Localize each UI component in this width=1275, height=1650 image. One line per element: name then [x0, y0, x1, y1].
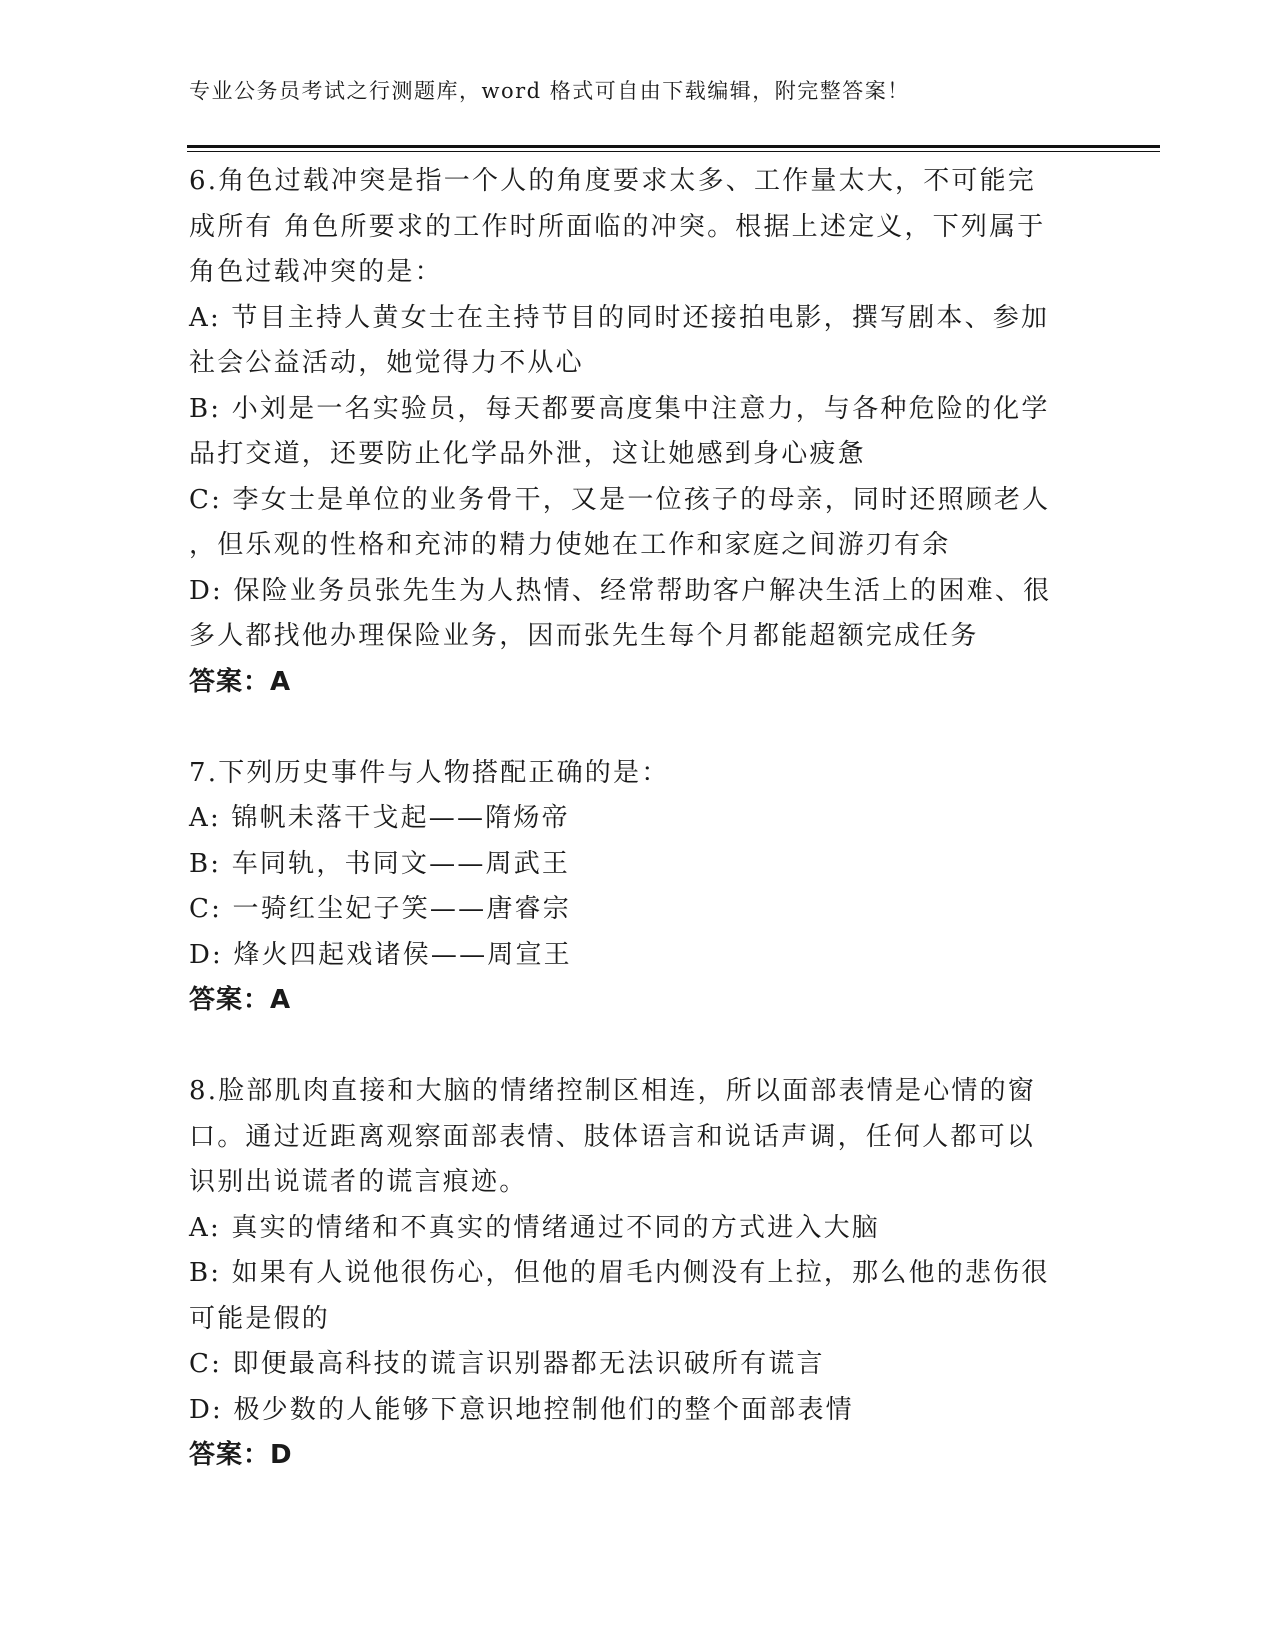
option-line: A: 节目主持人黄女士在主持节目的同时还接拍电影，撰写剧本、参加 [189, 302, 1050, 333]
option-c [189, 478, 1089, 569]
question-8 [189, 1069, 1089, 1479]
question-stem-line: 口。通过近距离观察面部表情、肢体语言和说话声调，任何人都可以 [189, 1121, 1036, 1152]
question-stem-line: 6.角色过载冲突是指一个人的角度要求太多、工作量太大，不可能完 [189, 166, 1037, 196]
option-line: 多人都找他办理保险业务，因而张先生每个月都能超额完成任务 [189, 621, 979, 651]
question-list [189, 159, 1089, 1479]
answer-label: 答案：A [189, 985, 292, 1015]
option-line: B: 小刘是一名实验员，每天都要高度集中注意力，与各种危险的化学 [189, 393, 1050, 424]
option-a: A: 真实的情绪和不真实的情绪通过不同的方式进入大脑 [189, 1212, 881, 1243]
question-spacer [189, 705, 1089, 751]
question-7 [189, 751, 1089, 1024]
option-b [189, 1251, 1089, 1342]
question-stem-line: 7.下列历史事件与人物搭配正确的是： [189, 757, 670, 788]
option-line: ，但乐观的性格和充沛的精力使她在工作和家庭之间游刃有余 [189, 530, 951, 560]
option-c: C: 即便最高科技的谎言识别器都无法识破所有谎言 [189, 1349, 825, 1379]
option-d: D: 烽火四起戏诸侯——周宣王 [189, 939, 572, 970]
question-stem-line: 成所有 角色所要求的工作时所面临的冲突。根据上述定义，下列属于 [189, 211, 1046, 242]
option-d [189, 569, 1089, 660]
answer-label: 答案：A [189, 666, 292, 697]
question-stem-line: 8.脸部肌肉直接和大脑的情绪控制区相连，所以面部表情是心情的窗 [189, 1076, 1037, 1106]
option-line: 社会公益活动，她觉得力不从心 [189, 348, 584, 378]
question-stem-line: 角色过载冲突的是： [189, 257, 443, 287]
option-line: B: 如果有人说他很伤心，但他的眉毛内侧没有上拉，那么他的悲伤很 [189, 1258, 1050, 1288]
question-spacer [189, 1024, 1089, 1070]
page-header: 专业公务员考试之行测题库，word 格式可自由下载编辑，附完整答案！ [189, 79, 910, 103]
option-b: B: 车同轨，书同文——周武王 [189, 848, 571, 879]
option-c: C: 一骑红尘妃子笑——唐睿宗 [189, 894, 571, 924]
question-stem-line: 识别出说谎者的谎言痕迹。 [189, 1167, 528, 1197]
question-6 [189, 159, 1089, 705]
option-line: 可能是假的 [189, 1303, 331, 1334]
answer-label: 答案：D [189, 1440, 293, 1470]
header-rule-thick [187, 145, 1160, 148]
option-a [189, 296, 1089, 387]
option-a: A: 锦帆未落干戈起——隋炀帝 [189, 803, 570, 833]
option-line: 品打交道，还要防止化学品外泄，这让她感到身心疲惫 [189, 439, 866, 469]
option-d: D: 极少数的人能够下意识地控制他们的整个面部表情 [189, 1394, 854, 1425]
option-line: D: 保险业务员张先生为人热情、经常帮助客户解决生活上的困难、很 [189, 575, 1052, 606]
option-line: C: 李女士是单位的业务骨干，又是一位孩子的母亲，同时还照顾老人 [189, 484, 1051, 515]
header-rule-thin [187, 151, 1160, 152]
option-b [189, 387, 1089, 478]
